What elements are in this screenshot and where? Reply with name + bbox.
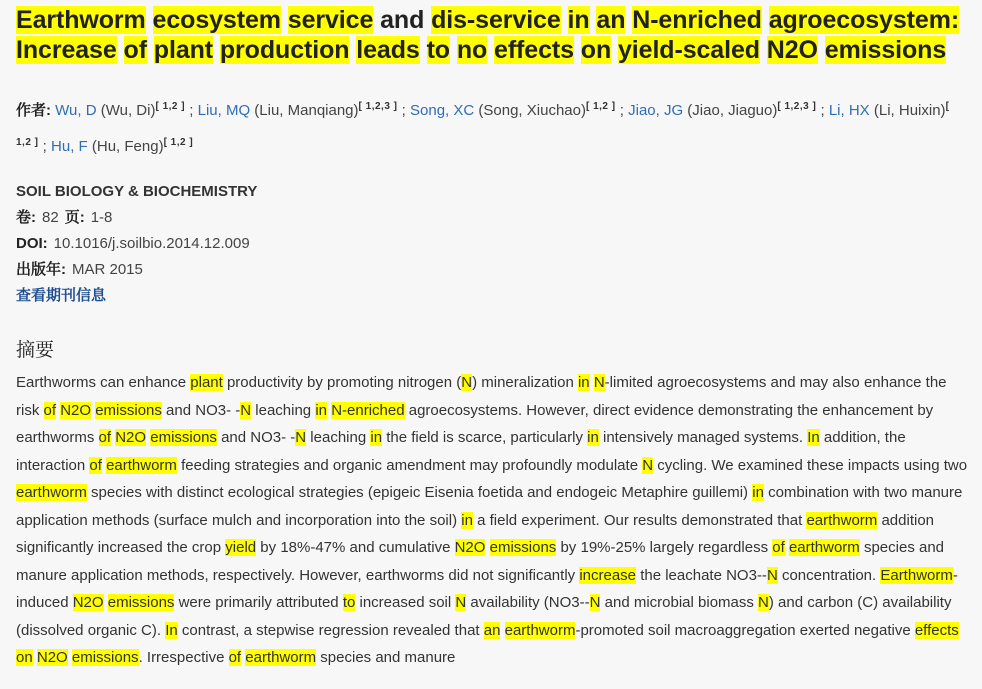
doi-row — [16, 231, 968, 257]
text-segment — [146, 6, 153, 34]
highlighted-term: increase — [579, 566, 637, 584]
text-segment — [561, 6, 568, 34]
pubyear-value: MAR 2015 — [72, 261, 143, 278]
highlighted-term: of — [772, 539, 785, 556]
highlighted-term: N2O — [454, 539, 486, 556]
highlighted-term: of — [228, 649, 242, 666]
volume-pages-row — [16, 205, 968, 231]
author-affiliation-ref[interactable]: [ 1,2 ] — [16, 101, 950, 148]
highlighted-term: N2O — [72, 594, 104, 611]
author-affiliation-ref[interactable]: [ 1,2 ] — [155, 101, 186, 112]
text-segment — [147, 36, 154, 64]
highlighted-term: production — [219, 36, 350, 64]
highlighted-term: emissions — [489, 539, 557, 556]
text-segment: leaching — [306, 429, 371, 446]
highlighted-term: ecosystem — [152, 6, 281, 34]
text-segment: feeding strategies and organic amendment may profoundly modulate — [176, 456, 643, 474]
text-segment: agroecosystems. However, direct evidence demonstrating the enhancement by earthworms — [16, 401, 934, 446]
text-segment: concentration. — [777, 566, 881, 584]
text-segment: productivity by promoting nitrogen ( — [222, 374, 462, 391]
highlighted-term: N — [593, 374, 605, 391]
author-link[interactable]: Hu, F — [51, 138, 88, 155]
text-segment: availability (NO3-- — [466, 594, 590, 611]
text-segment: ) and carbon (C) availability (dissolved organic C). — [16, 594, 952, 639]
highlighted-term: N — [766, 566, 778, 584]
highlighted-term: N — [642, 456, 654, 474]
author-affiliation-ref[interactable]: [ 1,2,3 ] — [777, 101, 817, 112]
text-segment: leaching — [251, 401, 316, 419]
text-segment — [117, 36, 124, 64]
highlighted-term: of — [123, 36, 147, 64]
text-segment — [420, 36, 427, 64]
text-segment — [818, 36, 825, 64]
author-fullname: (Hu, Feng) — [87, 138, 164, 155]
highlighted-term: of — [43, 401, 57, 419]
author-fullname: (Li, Huixin) — [869, 102, 946, 119]
text-segment: and NO3- - — [216, 429, 296, 446]
highlighted-term: of — [98, 429, 112, 446]
highlighted-term: emissions — [150, 429, 217, 446]
highlighted-term: leads — [356, 36, 420, 64]
highlighted-term: earthworm — [106, 456, 177, 474]
highlighted-term: in — [752, 484, 764, 501]
text-segment — [574, 36, 581, 64]
highlighted-term: N — [295, 429, 307, 446]
highlighted-term: in — [577, 374, 590, 391]
highlighted-term: emissions — [107, 594, 175, 611]
pubyear-label: 出版年: — [16, 261, 66, 278]
highlighted-term: earthworm — [806, 511, 878, 529]
text-segment: species and manure application methods, respectively. However, earthworms did not significantly — [16, 539, 945, 584]
author-list — [16, 91, 968, 163]
text-segment: -limited agroecosystems and may also enhance the risk — [16, 374, 947, 419]
text-segment — [450, 36, 457, 64]
author-fullname: (Jiao, Jiaguo) — [683, 102, 778, 119]
text-segment: cycling. We examined these impacts using two — [653, 456, 968, 474]
text-segment: ) mineralization — [472, 374, 578, 391]
highlighted-term: no — [456, 36, 488, 64]
highlighted-term: an — [483, 621, 501, 639]
text-segment: combination with two manure application methods (surface mulch and incorporation into the soil) — [16, 484, 963, 529]
pubyear-row — [16, 257, 968, 283]
highlighted-term: N — [589, 594, 601, 611]
highlighted-term: N2O — [36, 649, 68, 666]
text-segment: addition significantly increased the crop — [16, 511, 935, 556]
highlighted-term: of — [89, 456, 102, 474]
author-fullname: (Liu, Manqiang) — [250, 102, 359, 119]
text-segment: addition, the interaction — [16, 429, 906, 474]
text-segment: by 19%-25% largely regardless — [556, 539, 773, 556]
text-segment — [762, 6, 769, 34]
text-segment: the field is scarce, particularly — [382, 429, 588, 446]
text-segment — [485, 539, 489, 556]
highlighted-term: N-enriched — [331, 401, 405, 419]
highlighted-term: effects — [494, 36, 574, 64]
highlighted-term: an — [596, 6, 626, 34]
highlighted-term: to — [426, 36, 450, 64]
article-title — [16, 0, 968, 65]
pages-label: 页: — [64, 209, 85, 226]
author-entries: Wu, D (Wu, Di)[ 1,2 ] ; Liu, MQ (Liu, Manqiang)[ 1,2,3 ] ; Song, XC (Song, Xiuchao)[ 1,2 ] ; Jiao, JG (Jiao, Jiaguo)[ 1,2,3 ] ; Li, HX (Li, Huixin)[ 1,2 ] ; Hu, F (Hu, Feng)[ 1,2 ] — [16, 101, 950, 155]
text-segment: -induced — [16, 566, 958, 611]
highlighted-term: emissions — [95, 401, 162, 419]
text-segment: and NO3- - — [161, 401, 241, 419]
abstract-text — [16, 369, 968, 672]
highlighted-term: emissions — [71, 649, 139, 666]
highlighted-term: earthworm — [245, 649, 317, 666]
author-link[interactable]: Liu, MQ — [197, 102, 251, 119]
highlighted-term: dis-service — [431, 6, 561, 34]
author-affiliation-ref[interactable]: [ 1,2,3 ] — [358, 101, 398, 112]
highlighted-term: N-enriched — [632, 6, 762, 34]
highlighted-term: earthworm — [788, 539, 860, 556]
highlighted-term: agroecosystem: — [768, 6, 960, 34]
highlighted-term: N2O — [115, 429, 147, 446]
journal-name: SOIL BIOLOGY & BIOCHEMISTRY — [16, 183, 258, 200]
highlighted-term: N2O — [60, 401, 92, 419]
author-affiliation-ref[interactable]: [ 1,2 ] — [163, 137, 194, 148]
text-segment — [213, 36, 220, 64]
highlighted-term: earthworm — [16, 484, 87, 501]
text-segment — [500, 622, 504, 639]
text-segment: Earthworms can enhance — [16, 374, 191, 391]
text-segment: the leachate NO3-- — [636, 566, 767, 584]
highlighted-term: plant — [153, 36, 214, 64]
highlighted-term: effects — [914, 621, 959, 639]
doi-value: 10.1016/j.soilbio.2014.12.009 — [53, 235, 250, 252]
highlighted-term: in — [587, 429, 599, 446]
doi-label: DOI: — [16, 235, 48, 252]
highlighted-term: yield — [225, 539, 257, 556]
highlighted-term: on — [16, 649, 33, 666]
authors-label: 作者: — [16, 102, 51, 119]
text-segment: species and manure — [316, 649, 456, 666]
source-block — [16, 179, 968, 309]
text-segment: increased soil — [355, 594, 456, 611]
text-segment: -promoted soil macroaggregation exerted negative — [575, 621, 915, 639]
author-link[interactable]: Li, HX — [828, 102, 870, 119]
highlighted-term: in — [461, 511, 473, 529]
author-affiliation-ref[interactable]: [ 1,2 ] — [585, 101, 616, 112]
pages-value: 1-8 — [90, 209, 113, 226]
highlighted-term: in — [315, 401, 328, 419]
highlighted-term: N — [455, 594, 467, 611]
text-segment: were primarily attributed — [174, 594, 343, 611]
volume-value: 82 — [42, 209, 59, 226]
text-segment: and microbial biomass — [600, 594, 759, 611]
text-segment — [760, 36, 767, 64]
text-segment — [611, 36, 618, 64]
author-link[interactable]: Song, XC — [410, 102, 475, 119]
volume-label: 卷: — [16, 209, 36, 226]
author-fullname: (Song, Xiuchao) — [474, 102, 586, 119]
text-segment: contrast, a stepwise regression revealed that — [177, 621, 484, 639]
text-segment: by 18%-47% and cumulative — [256, 539, 455, 556]
highlighted-term: to — [342, 594, 356, 611]
author-fullname: (Wu, Di) — [96, 102, 156, 119]
highlighted-term: service — [287, 6, 374, 34]
highlighted-term: earthworm — [504, 621, 576, 639]
highlighted-term: plant — [190, 374, 223, 391]
highlighted-term: Increase — [16, 36, 117, 64]
abstract-heading: 摘要 — [16, 340, 55, 361]
text-segment: . Irrespective — [138, 649, 229, 666]
highlighted-term: Earthworm — [880, 566, 953, 584]
text-segment — [487, 36, 494, 64]
highlighted-term: emissions — [824, 36, 947, 64]
highlighted-term: Earthworm — [16, 6, 146, 34]
text-segment — [281, 6, 288, 34]
highlighted-term: N — [758, 594, 769, 611]
text-segment: a field experiment. Our results demonstrated that — [472, 511, 807, 529]
journal-info-link[interactable]: 查看期刊信息 — [16, 287, 107, 304]
author-link[interactable]: Jiao, JG — [628, 102, 684, 119]
highlighted-term: N — [461, 374, 473, 391]
highlighted-term: on — [580, 36, 612, 64]
highlighted-term: N — [240, 401, 252, 419]
highlighted-term: in — [567, 6, 590, 34]
highlighted-term: N2O — [766, 36, 818, 64]
text-segment: intensively managed systems. — [598, 429, 808, 446]
text-segment: and — [373, 6, 432, 34]
author-link[interactable]: Wu, D — [55, 102, 97, 119]
highlighted-term: In — [807, 429, 820, 446]
highlighted-term: In — [165, 621, 178, 639]
highlighted-term: in — [370, 429, 383, 446]
text-segment: species with distinct ecological strategies (epigeic Eisenia foetida and endogeic Metaphire guillemi) — [86, 484, 753, 501]
highlighted-term: yield-scaled — [618, 36, 760, 64]
